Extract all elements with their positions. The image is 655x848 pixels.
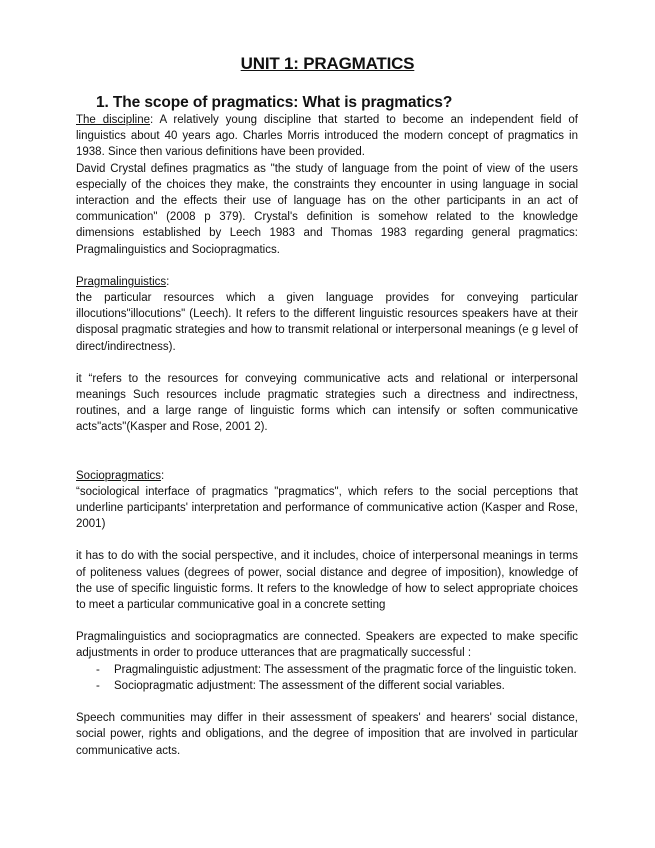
- list-item-text: Pragmalinguistic adjustment: The assessment of the pragmatic force of the linguistic token.: [114, 663, 577, 676]
- document-body: [76, 112, 578, 759]
- spacer: [76, 355, 578, 371]
- paragraph-pragmalinguistics-1: the particular resources which a given language provides for conveying particular illocutions"illocutions" (Leech). It refers to the different linguistic resources speakers have at their disposal pragmatic strategies and how to transmit relational or interpersonal meanings (e g level of direct/indirectness).: [76, 292, 578, 353]
- term-discipline: The discipline: [76, 114, 151, 126]
- paragraph-discipline: [76, 112, 578, 161]
- pragmalinguistics-colon: :: [166, 275, 170, 288]
- list-item-text: Sociopragmatic adjustment: The assessment of the different social variables.: [114, 679, 505, 692]
- spacer: [76, 694, 578, 710]
- adjustment-list: [76, 662, 578, 694]
- bullet-dash: -: [96, 679, 100, 692]
- bullet-dash: -: [96, 663, 100, 676]
- spacer: [76, 532, 578, 548]
- paragraph-closing: Speech communities may differ in their assessment of speakers' and hearers' social distance, social power, rights and obligations, and the degree of imposition that are involved in particular communicative acts.: [76, 712, 578, 757]
- term-sociopragmatics: Sociopragmatics: [76, 469, 162, 482]
- paragraph-sociopragmatics-2: it has to do with the social perspective, and it includes, choice of interpersonal meanings in terms of politeness values (degrees of power, social distance and degree of imposition), knowledge of the use of specific linguistic forms. It refers to the knowledge of how to select appropriate choices to meet a particular communicative goal in a concrete setting: [76, 550, 578, 612]
- term-pragmalinguistics: Pragmalinguistics: [76, 275, 167, 288]
- spacer: [76, 613, 578, 629]
- spacer: [76, 436, 578, 468]
- paragraph-connection: Pragmalinguistics and sociopragmatics are connected. Speakers are expected to make specific adjustments in order to produce utterances that are pragmatically successful :: [76, 631, 578, 660]
- paragraph-crystal-definition: David Crystal defines pragmatics as "the study of language from the point of view of the users especially of the choices they make, the constraints they encounter in using language in social interaction and the effects their use of language has on the other participants in an act of communication" (2008 p 379). Crystal's definition is somehow related to the knowledge dimensions established by Leech 1983 and Thomas 1983 regarding general pragmatics: Pragmalinguistics and Sociopragmatics.: [76, 162, 578, 256]
- list-item: [76, 662, 578, 678]
- spacer: [76, 258, 578, 274]
- section-heading: 1. The scope of pragmatics: What is pragmatics?: [96, 94, 453, 111]
- paragraph-sociopragmatics-1: “sociological interface of pragmatics "pragmatics", which refers to the social perceptions that underline participants' interpretation and performance of communicative action (Kasper and Rose, 2001): [76, 485, 578, 531]
- pragmalinguistics-heading: [76, 274, 578, 290]
- paragraph-pragmalinguistics-2: it “refers to the resources for conveying communicative acts and relational or interpersonal meanings Such resources include pragmatic strategies such a directness and indirectness, routines, and a large range of linguistic forms which can intensify or soften communicative acts"acts"(Kasper and Rose, 2001 2).: [76, 372, 578, 434]
- list-item: [76, 678, 578, 694]
- discipline-text: : A relatively young discipline that started to become an independent field of linguistics about 40 years ago. Charles Morris introduced the modern concept of pragmatics in 1938. Since then various definitions have been provided.: [76, 114, 578, 159]
- page-title: UNIT 1: PRAGMATICS: [240, 54, 415, 73]
- sociopragmatics-heading: [76, 468, 578, 484]
- sociopragmatics-colon: :: [161, 469, 165, 482]
